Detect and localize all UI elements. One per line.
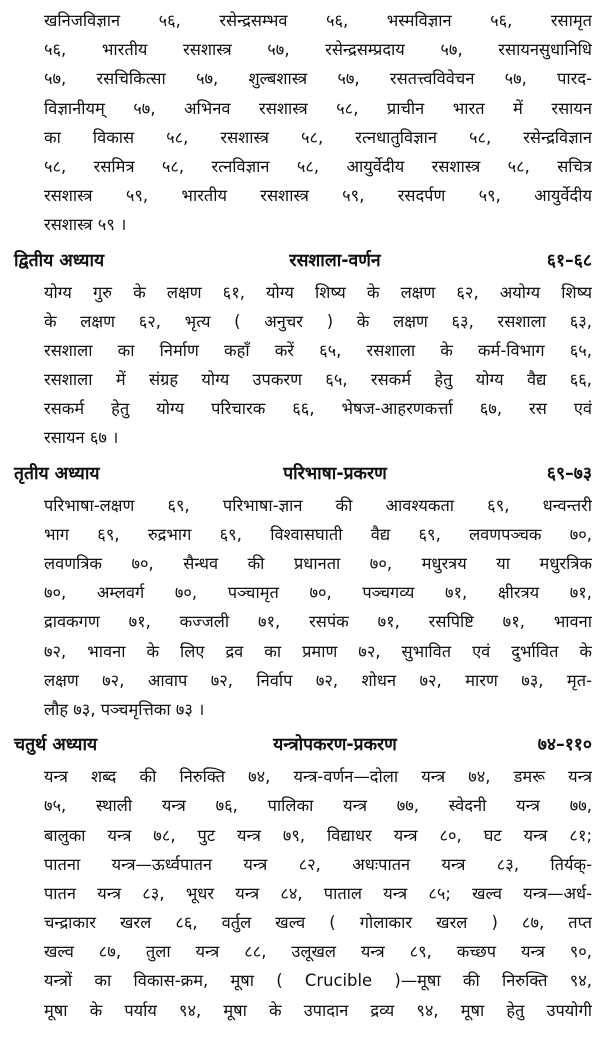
text-line: मूषा के पर्याय ९४, मूषा के उपादान द्रव्य ९४, मूषा हेतु उपयोगी: [44, 1000, 592, 1020]
text-line: खनिजविज्ञान ५६, रसेन्द्रसम्भव ५६, भस्मविज्ञान ५६, रसामृत: [44, 11, 592, 30]
text-line: बालुका यन्त्र ७८, पुट यन्त्र ७९, विद्याधर यन्त्र ८०, घट यन्त्र ८१;: [44, 825, 592, 845]
chapter-page-range: ६१–६८: [546, 250, 592, 271]
text-line: ५७, रसचिकित्सा ५७, शुल्बशास्त्र ५७, रसतत्त्वविवेचन ५७, पारद-: [44, 69, 592, 89]
chapter-number: तृतीय अध्याय: [14, 463, 100, 484]
text-line: पातना यन्त्र—ऊर्ध्वपातन यन्त्र ८२, अधःपातन यन्त्र ८३, तिर्यक्-: [44, 854, 592, 874]
text-line: यन्त्र शब्द की निरुक्ति ७४, यन्त्र-वर्णन—दोला यन्त्र ७४, डमरू यन्त्र: [44, 767, 592, 787]
chapter-section: [14, 457, 592, 725]
chapter-number: द्वितीय अध्याय: [14, 250, 105, 271]
text-line: का विकास ५८, रसशास्त्र ५८, रत्नधातुविज्ञान ५८, रसेन्द्रविज्ञान: [44, 127, 592, 147]
chapter-title: परिभाषा-प्रकरण: [283, 463, 387, 484]
text-line: रसशाला में संग्रह योग्य उपकरण ६५, रसकर्म हेतु योग्य वैद्य ६६,: [44, 370, 592, 390]
text-line: के लक्षण ६२, भृत्य ( अनुचर ) के लक्षण ६३, रसशाला ६३,: [44, 311, 592, 331]
chapter-title: रसशाला-वर्णन: [289, 250, 381, 271]
chapter-section: [14, 244, 592, 453]
text-line: यन्त्रों का विकास-क्रम, मूषा ( Crucible )—मूषा की निरुक्ति ९४,: [44, 971, 592, 991]
text-line: ७०, अम्लवर्ग ७०, पञ्चामृत ७०, पञ्चगव्य ७१, क्षीरत्रय ७१,: [44, 583, 592, 603]
intro-paragraph: [14, 6, 592, 240]
chapter-section: [14, 728, 592, 1025]
text-line: लौह ७३, पञ्चमृत्तिका ७३ ।: [44, 699, 205, 719]
text-line: ५६, भारतीय रसशास्त्र ५७, रसेन्द्रसम्प्रदाय ५७, रसायनसुधानिधि: [44, 40, 592, 60]
text-line: परिभाषा-लक्षण ६९, परिभाषा-ज्ञान की आवश्यकता ६९, धन्वन्तरी: [44, 495, 592, 515]
chapter-heading: [14, 457, 592, 491]
text-line: ७२, भावना के लिए द्रव का प्रमाण ७२, सुभावित एवं दुर्भावित के: [44, 641, 592, 661]
text-line: रसायन ६७ ।: [44, 428, 119, 448]
chapter-contents: [14, 491, 592, 725]
text-line: भाग ६९, रुद्रभाग ६९, विश्वासघाती वैद्य ६९, लवणपञ्चक ७०,: [44, 524, 592, 544]
text-line: लवणत्रिक ७०, सैन्धव की प्रधानता ७०, मधुरत्रय या मधुरत्रिक: [44, 554, 592, 573]
chapter-contents: [14, 278, 592, 453]
text-line: लक्षण ७२, आवाप ७२, निर्वाप ७२, शोधन ७२, मारण ७३, मृत-: [44, 670, 592, 690]
text-line: पातन यन्त्र ८३, भूधर यन्त्र ८४, पाताल यन्त्र ८५; खल्व यन्त्र—अर्ध-: [44, 883, 592, 903]
text-line: द्रावकगण ७१, कज्जली ७१, रसपंक ७१, रसपिष्टि ७१, भावना: [44, 612, 592, 632]
text-line: ७५, स्थाली यन्त्र ७६, पालिका यन्त्र ७७, स्वेदनी यन्त्र ७७,: [44, 796, 592, 816]
text-line: रसकर्म हेतु योग्य परिचारक ६६, भेषज-आहरणकर्त्ता ६७, रस एवं: [44, 399, 592, 419]
text-line: विज्ञानीयम् ५७, अभिनव रसशास्त्र ५८, प्राचीन भारत में रसायन: [44, 98, 592, 118]
text-line: खल्व ८७, तुला यन्त्र ८८, उलूखल यन्त्र ८९, कच्छप यन्त्र ९०,: [44, 942, 592, 962]
chapter-heading: [14, 728, 592, 762]
text-line: चन्द्राकार खरल ८६, वर्तुल खल्व ( गोलाकार खरल ) ८७, तप्त: [44, 913, 592, 933]
text-line: रसशास्त्र ५९ ।: [44, 215, 127, 235]
text-line: ५८, रसमित्र ५८, रत्नविज्ञान ५८, आयुर्वेदीय रसशास्त्र ५८, सचित्र: [44, 156, 592, 176]
chapter-page-range: ६९–७३: [546, 463, 592, 484]
chapter-title: यन्त्रोपकरण-प्रकरण: [273, 735, 397, 756]
chapter-contents: [14, 762, 592, 1025]
chapter-number: चतुर्थ अध्याय: [14, 735, 98, 756]
chapter-heading: [14, 244, 592, 278]
chapter-page-range: ७४–११०: [537, 735, 592, 756]
text-line: रसशाला का निर्माण कहाँ करें ६५, रसशाला के कर्म-विभाग ६५,: [44, 340, 592, 360]
text-line: योग्य गुरु के लक्षण ६१, योग्य शिष्य के लक्षण ६२, अयोग्य शिष्य: [44, 282, 592, 302]
text-line: रसशास्त्र ५९, भारतीय रसशास्त्र ५९, रसदर्पण ५९, आयुर्वेदीय: [44, 186, 592, 206]
